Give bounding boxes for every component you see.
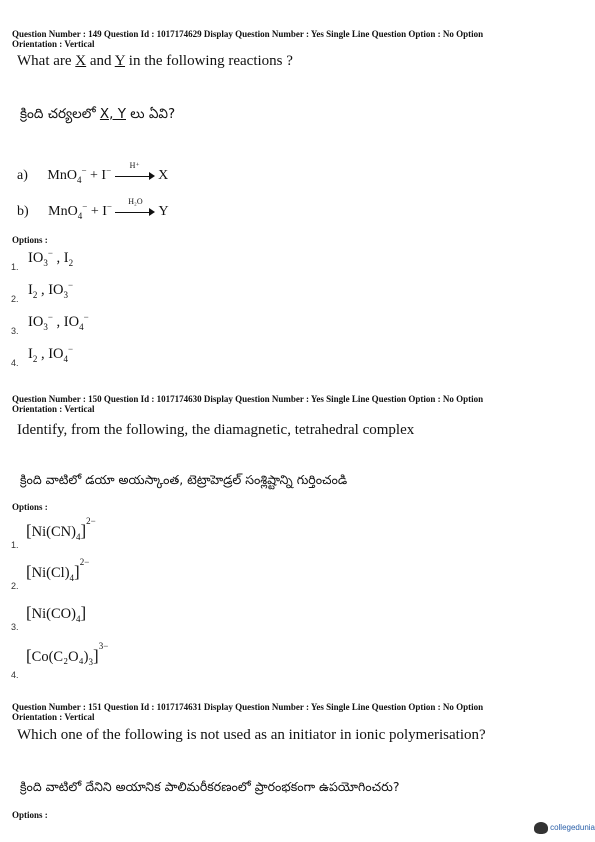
meta-orientation: Orientation : Vertical — [12, 712, 95, 722]
option-formula — [28, 282, 73, 299]
ligand: (C₂O₄) — [48, 649, 89, 665]
subscript: 4 — [76, 174, 82, 185]
arrow-condition: H⁺ — [129, 160, 140, 170]
subscript: 4 — [63, 353, 69, 364]
option-formula — [28, 314, 89, 331]
text-part: లు ఏవి? — [126, 106, 176, 122]
question-text-en — [17, 53, 293, 70]
subscript: 4 — [79, 321, 84, 332]
metal: Co — [31, 649, 49, 665]
superscript: − — [83, 312, 89, 323]
meta-line: Question Number : 151 Question Id : 1017174631 Display Question Number : Yes Single Line Question Option : No Option — [12, 702, 484, 712]
text-part: క్రింది చర్యలలో — [20, 106, 100, 122]
charge: 2− — [79, 557, 90, 568]
options-label: Options : — [12, 235, 48, 245]
question-text-en: Which one of the following is not used as an initiator in ionic polymerisation? — [17, 727, 486, 743]
metal: Ni — [31, 606, 47, 622]
subscript: 3 — [43, 321, 48, 332]
ligand: (CN) — [46, 524, 76, 540]
superscript: − — [47, 248, 53, 259]
option-number: 2. — [11, 294, 19, 304]
separator: , — [37, 346, 49, 362]
ligand: (Cl) — [46, 565, 70, 581]
collegedunia-logo — [534, 822, 595, 834]
logo-mark-icon — [534, 822, 548, 834]
option-number: 4. — [11, 670, 19, 680]
option-number: 3. — [11, 326, 19, 336]
option-number: 4. — [11, 358, 19, 368]
reaction-equation — [47, 160, 169, 185]
product: Y — [158, 204, 169, 219]
formula-part: IO — [48, 282, 64, 298]
meta-line: Question Number : 149 Question Id : 1017174629 Display Question Number : Yes Single Line Question Option : No Option — [12, 29, 484, 39]
question-text-te: క్రింది వాటిలో డయా అయస్కాంత, టెట్రాహెడ్రల్ సంశ్లిష్టాన్ని గుర్తించండి — [20, 472, 348, 487]
var-x: X — [75, 53, 87, 69]
text-part: What are — [17, 53, 76, 69]
arrow-condition: H₂O — [128, 196, 143, 206]
subscript: 3 — [63, 289, 69, 300]
var-y: Y — [114, 53, 126, 69]
separator: , — [52, 314, 64, 330]
question-text-te: క్రింది వాటిలో దేనిని అయానిక పాలిమరీకరణంలో ప్రారంభకంగా ఉపయోగించరు? — [20, 779, 400, 794]
reaction-a — [17, 160, 169, 185]
separator: , — [37, 282, 49, 298]
superscript: − — [47, 312, 53, 323]
subscript: 3 — [43, 257, 48, 268]
subscript: 4 — [75, 613, 81, 624]
subscript: 4 — [69, 572, 75, 583]
option-formula — [28, 250, 73, 267]
subscript: 2 — [32, 353, 38, 364]
subscript: 2 — [68, 257, 74, 268]
subscript: 4 — [77, 210, 83, 221]
complex-formula: $[Ni(CN)_4]^{2-}$ — [26, 516, 96, 542]
meta-orientation: Orientation : Vertical — [12, 39, 95, 49]
text-part: and — [86, 53, 115, 69]
options-label: Options : — [12, 810, 48, 820]
formula-part: I — [28, 346, 33, 362]
question-meta — [12, 394, 582, 414]
option-number: 1. — [11, 540, 19, 550]
question-meta — [12, 29, 582, 49]
complex-formula: $[Ni(CO)_4]$ — [26, 603, 87, 624]
formula-part: IO — [28, 314, 44, 330]
reactant: + I — [87, 204, 107, 219]
subscript: 4 — [75, 531, 81, 542]
reaction-b — [17, 196, 169, 221]
reaction-label: a) — [17, 168, 28, 183]
complex-formula: $[Co(C_2O_4)_3]^{3-}$ — [26, 641, 109, 667]
superscript: − — [68, 280, 74, 291]
formula-part: I — [28, 282, 33, 298]
complex-formula: $[Ni(Cl)_4]^{2-}$ — [26, 557, 90, 583]
reaction-arrow — [115, 196, 155, 217]
reaction-equation — [48, 196, 169, 221]
metal: Ni — [31, 524, 47, 540]
formula-part: IO — [28, 250, 44, 266]
superscript: − — [68, 344, 74, 355]
reactant: MnO — [48, 204, 78, 219]
question-meta — [12, 702, 582, 722]
option-number: 1. — [11, 262, 19, 272]
text-part: in the following reactions ? — [125, 53, 293, 69]
option-number: 3. — [11, 622, 19, 632]
superscript: − — [81, 165, 87, 176]
option-number: 2. — [11, 581, 19, 591]
reaction-arrow — [115, 160, 155, 181]
separator: , — [52, 250, 64, 266]
formula-part: IO — [48, 346, 64, 362]
metal: Ni — [31, 565, 47, 581]
options-label: Options : — [12, 502, 48, 512]
question-text-te — [20, 106, 175, 125]
ligand: (CO) — [46, 606, 76, 622]
superscript: − — [106, 165, 112, 176]
var-xy: X, Y — [99, 106, 126, 122]
product: X — [158, 168, 169, 183]
subscript: 2 — [32, 289, 38, 300]
logo-text: collegedunia — [550, 823, 595, 833]
superscript: − — [82, 201, 88, 212]
superscript: − — [106, 201, 112, 212]
reactant: MnO — [47, 168, 77, 183]
subscript: 3 — [88, 656, 94, 667]
formula-part: I — [63, 250, 69, 266]
meta-orientation: Orientation : Vertical — [12, 404, 95, 414]
question-text-en: Identify, from the following, the diamagnetic, tetrahedral complex — [17, 422, 415, 438]
meta-line: Question Number : 150 Question Id : 1017174630 Display Question Number : Yes Single Line Question Option : No Option — [12, 394, 484, 404]
reactant: + I — [86, 168, 107, 183]
reaction-label: b) — [17, 204, 29, 219]
charge: 3− — [98, 641, 109, 652]
option-formula — [28, 346, 73, 363]
charge: 2− — [86, 516, 96, 527]
formula-part: IO — [63, 314, 80, 330]
